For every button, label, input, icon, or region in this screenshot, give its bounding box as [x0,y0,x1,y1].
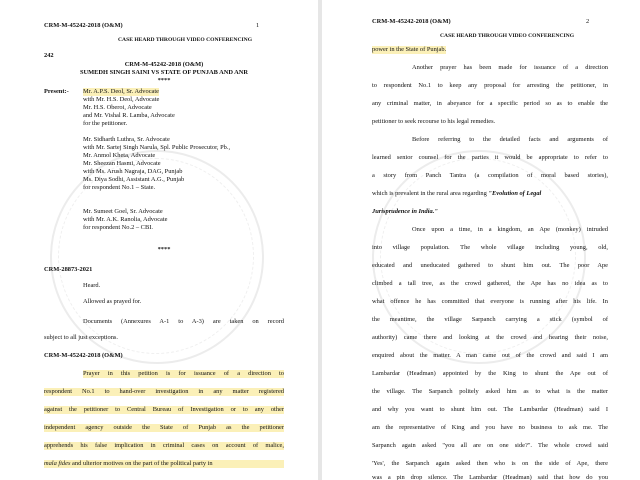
prayer-line: respondent No.1 to hand-over investigation in any matter registered [44,388,284,395]
court-seal-watermark-inner [380,158,576,354]
case-number: CRM-M-45242-2018 (O&M) [124,61,204,68]
body-line: Before referring to the detailed facts and arguments of [412,136,608,143]
stars-divider: **** [157,77,171,84]
documents-line: subject to all just exceptions. [44,334,119,341]
vc-note: CASE HEARD THROUGH VIDEO CONFERENCING [118,37,253,43]
mala-fides-text: mala fides [44,460,71,467]
body-line: the village. The Sarpanch politely asked him as to what is the matter [372,388,608,395]
present-line: for respondent No.2 – CBI. [83,224,153,231]
body-line: what offence he has committed that everyone is running after his life. In [372,298,608,305]
present-line: with Ms. Arush Nagraja, DAG, Punjab [83,168,183,175]
case-parties: SUMEDH SINGH SAINI VS STATE OF PUNJAB AND ANR [79,69,249,76]
body-line: into village population. The whole village including young, old, [372,244,608,251]
body-line: the meantime, the village Sarpanch carrying a stick (symbol of [372,316,608,323]
body-line: a story from Panch Tantra (a compilation of moral based stories), [372,172,608,179]
prayer-line: independent agency outside the State of Punjab as the petitioner [44,424,284,431]
case-number-2: CRM-M-45242-2018 (O&M) [44,352,123,359]
application-number: CRM-28873-2021 [44,266,93,273]
prayer-line-rest: and ulterior motives on the part of the political party in [70,460,213,467]
document-page-2 [322,0,640,480]
body-line: petitioner to seek recourse to his legal remedies. [372,118,496,125]
order-heard: Heard. [83,282,101,289]
present-line: Mr. Anmol Kheta, Advocate [83,152,156,159]
present-line: Ms. Diya Sodhi, Assistant A.G., Punjab [83,176,185,183]
body-line: 'Yes', the Sarpanch again asked then who is on the side of Ape, there [372,460,608,467]
body-line: was a pin drop silence. The Lambardar (Headman) said that how do you [372,474,608,480]
present-line: for respondent No.1 – State. [83,184,156,191]
document-page-1 [0,0,318,480]
body-line: learned senior counsel for the parties it would be appropriate to refer to [372,154,608,161]
present-label: Present:- [44,88,69,95]
prayer-line: Prayer in this petition is for issuance of a direction to [83,370,284,377]
body-line [372,190,541,198]
body-line: to respondent No.1 to keep any proposal for arresting the petitioner, in [372,82,608,89]
present-line: Mr. Sheezan Hasmi, Advocate [83,160,161,167]
present-line: with Mr. A.K. Ranolia, Advocate [83,216,168,223]
emphasis-text: "Evolution of Legal [488,190,542,197]
body-line: and why you want to shunt him out. The Lambardar (Headman) said I [372,406,608,413]
present-line: Mr. Sumeet Goel, Sr. Advocate [83,208,163,215]
body-line: power in the State of Punjab. [372,46,447,53]
body-line: Sarpanch again asked "you all are on one side?". The whole crowd said [372,442,608,449]
body-line: educated and uneducated gathered to shunt him out. The poor Ape [372,262,608,269]
body-line: climbed a tall tree, as the crowd gathered, the Ape has no idea as to [372,280,608,287]
page-number: 2 [586,18,590,25]
vc-note: CASE HEARD THROUGH VIDEO CONFERENCING [440,33,575,39]
prayer-line-last [44,460,284,468]
body-line: enquired about the matter. A man came out of the crowd and said I am [372,352,608,359]
case-header: CRM-M-45242-2018 (O&M) [44,22,123,29]
case-header: CRM-M-45242-2018 (O&M) [372,18,451,25]
present-line: Mr. A.P.S. Deol, Sr. Advocate [83,88,159,95]
prayer-line: against the petitioner to Central Bureau of Investigation or to any other [44,406,284,413]
body-text: which is prevalent in the rural area regarding [372,190,487,197]
body-line: Lambardar (Headman) appointed by the King to shunt the Ape out of [372,370,608,377]
present-line: with Mr. H.S. Deol, Advocate [83,96,160,103]
order-allowed: Allowed as prayed for. [83,298,142,305]
page-number: 1 [256,22,260,29]
body-line: Another prayer has been made for issuance of a direction [412,64,608,71]
present-line: Mr. H.S. Oberoi, Advocate [83,104,152,111]
present-line: and Mr. Vishal R. Lamba, Advocate [83,112,175,119]
emphasis-line: Jurisprudence in India." [372,208,438,215]
present-line: with Mr. Sartej Singh Narula, Spl. Public Prosecutor, Pb., [83,144,231,151]
prayer-line: apprehends his false implication in criminal cases on account of malice, [44,442,284,449]
body-line: Once upon a time, in a kingdom, an Ape (monkey) intruded [412,226,608,233]
body-line: am the representative of King and you have no business to ask me. The [372,424,608,431]
body-line: authority) came there and looking at the crowd and hearing their noise, [372,334,608,341]
body-line: any criminal matter, in abeyance for a specific period so as to enable the [372,100,608,107]
present-line: Mr. Sidharth Luthra, Sr. Advocate [83,136,170,143]
present-line: for the petitioner. [83,120,128,127]
stars-divider-2: **** [157,246,171,253]
serial-number: 242 [44,52,54,59]
documents-line: Documents (Annexures A-1 to A-3) are taken on record [83,318,284,325]
